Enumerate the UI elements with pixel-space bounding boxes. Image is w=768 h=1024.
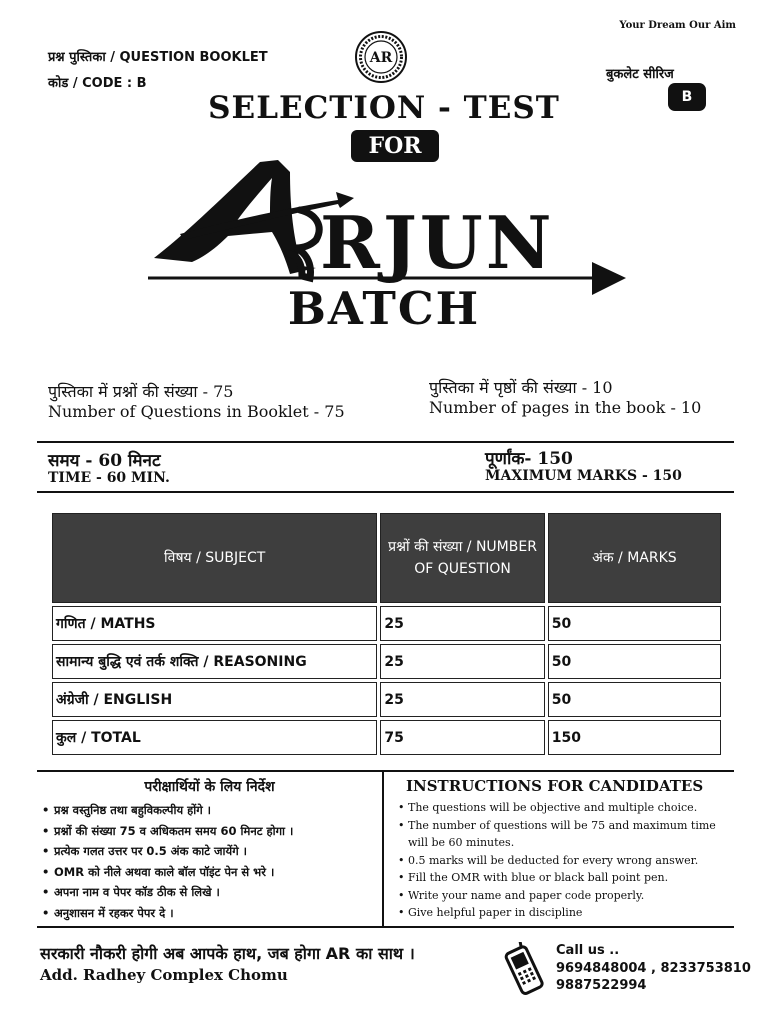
page-count-english: Number of pages in the book - 10 xyxy=(429,398,702,417)
question-count-cell: 25 xyxy=(380,682,544,717)
list-item: • अनुशासन में रहकर पेपर दे । xyxy=(40,903,378,924)
subject-cell: सामान्य बुद्धि एवं तर्क शक्ति / REASONING xyxy=(52,644,377,679)
for-label: FOR xyxy=(351,130,439,162)
code-label: कोड / CODE : B xyxy=(48,76,147,91)
marks-cell: 50 xyxy=(548,682,721,717)
marks-cell: 50 xyxy=(548,606,721,641)
header-number-of-question: प्रश्नों की संख्या / NUMBER OF QUESTION xyxy=(380,513,544,603)
svg-text:RJUN: RJUN xyxy=(320,200,555,285)
marks-cell: 50 xyxy=(548,644,721,679)
divider-top xyxy=(37,441,734,443)
instructions-list-english xyxy=(396,799,731,922)
marks-hindi: पूर्णांक- 150 xyxy=(485,449,573,469)
series-badge: B xyxy=(668,83,706,111)
table-header-row xyxy=(52,513,721,603)
list-item: • प्रश्न वस्तुनिष्ठ तथा बहुविकल्पीय होंगे । xyxy=(40,800,378,821)
mobile-phone-icon xyxy=(502,942,548,998)
footer-address: Add. Radhey Complex Chomu xyxy=(40,966,288,984)
subject-cell: गणित / MATHS xyxy=(52,606,377,641)
time-english: TIME - 60 MIN. xyxy=(48,470,170,486)
list-item: • Fill the OMR with blue or black ball point pen. xyxy=(396,869,731,887)
selection-test-title: SELECTION - TEST xyxy=(208,90,560,126)
phone-numbers-line-1: 9694848004 , 8233753810 xyxy=(556,961,751,976)
instructions-heading-english: INSTRUCTIONS FOR CANDIDATES xyxy=(406,777,704,795)
list-item: • Give helpful paper in discipline xyxy=(396,904,731,922)
question-count-cell: 75 xyxy=(380,720,544,755)
series-label: बुकलेट सीरिज xyxy=(606,67,674,82)
booklet-label: प्रश्न पुस्तिका / QUESTION BOOKLET xyxy=(48,50,268,65)
svg-text:AR: AR xyxy=(369,50,393,66)
header-subject: विषय / SUBJECT xyxy=(52,513,377,603)
page-count-hindi: पुस्तिका में पृष्ठों की संख्या - 10 xyxy=(429,378,613,397)
list-item: • The questions will be objective and multiple choice. xyxy=(396,799,731,817)
table-row xyxy=(52,606,721,641)
list-item: • 0.5 marks will be deducted for every wrong answer. xyxy=(396,852,731,870)
list-item: • Write your name and paper code properly. xyxy=(396,887,731,905)
time-hindi: समय - 60 मिनट xyxy=(48,451,161,471)
subject-marks-table xyxy=(49,510,724,758)
question-count-hindi: पुस्तिका में प्रश्नों की संख्या - 75 xyxy=(48,382,234,401)
question-count-cell: 25 xyxy=(380,644,544,679)
list-item: • OMR को नीले अथवा काले बॉल पॉइंट पेन से भरे । xyxy=(40,862,378,883)
table-row xyxy=(52,644,721,679)
marks-english: MAXIMUM MARKS - 150 xyxy=(485,468,682,484)
instructions-divider xyxy=(382,772,384,928)
list-item: • अपना नाम व पेपर कॉड ठीक से लिखे । xyxy=(40,882,378,903)
header-marks: अंक / MARKS xyxy=(548,513,721,603)
tagline: Your Dream Our Aim xyxy=(619,20,736,31)
question-count-cell: 25 xyxy=(380,606,544,641)
academy-seal-logo xyxy=(354,30,408,84)
phone-numbers-line-2: 9887522994 xyxy=(556,978,647,993)
table-row xyxy=(52,682,721,717)
table-row-total xyxy=(52,720,721,755)
marks-cell: 150 xyxy=(548,720,721,755)
subject-cell: अंग्रेजी / ENGLISH xyxy=(52,682,377,717)
footer-slogan: सरकारी नौकरी होगी अब आपके हाथ, जब होगा AR का साथ । xyxy=(40,944,415,963)
divider-bottom xyxy=(37,491,734,493)
list-item: • प्रत्येक गलत उत्तर पर 0.5 अंक काटे जायेंगे । xyxy=(40,841,378,862)
call-us-label: Call us .. xyxy=(556,943,620,958)
instructions-list-hindi xyxy=(40,800,378,924)
list-item: • प्रश्नों की संख्या 75 व अधिकतम समय 60 मिनट होगा । xyxy=(40,821,378,842)
instructions-heading-hindi: परीक्षार्थियों के लिय निर्देश xyxy=(144,779,275,795)
batch-title: BATCH xyxy=(287,282,481,335)
subject-cell: कुल / TOTAL xyxy=(52,720,377,755)
list-item: • The number of questions will be 75 and maximum time will be 60 minutes. xyxy=(396,817,731,852)
question-count-english: Number of Questions in Booklet - 75 xyxy=(48,402,345,421)
